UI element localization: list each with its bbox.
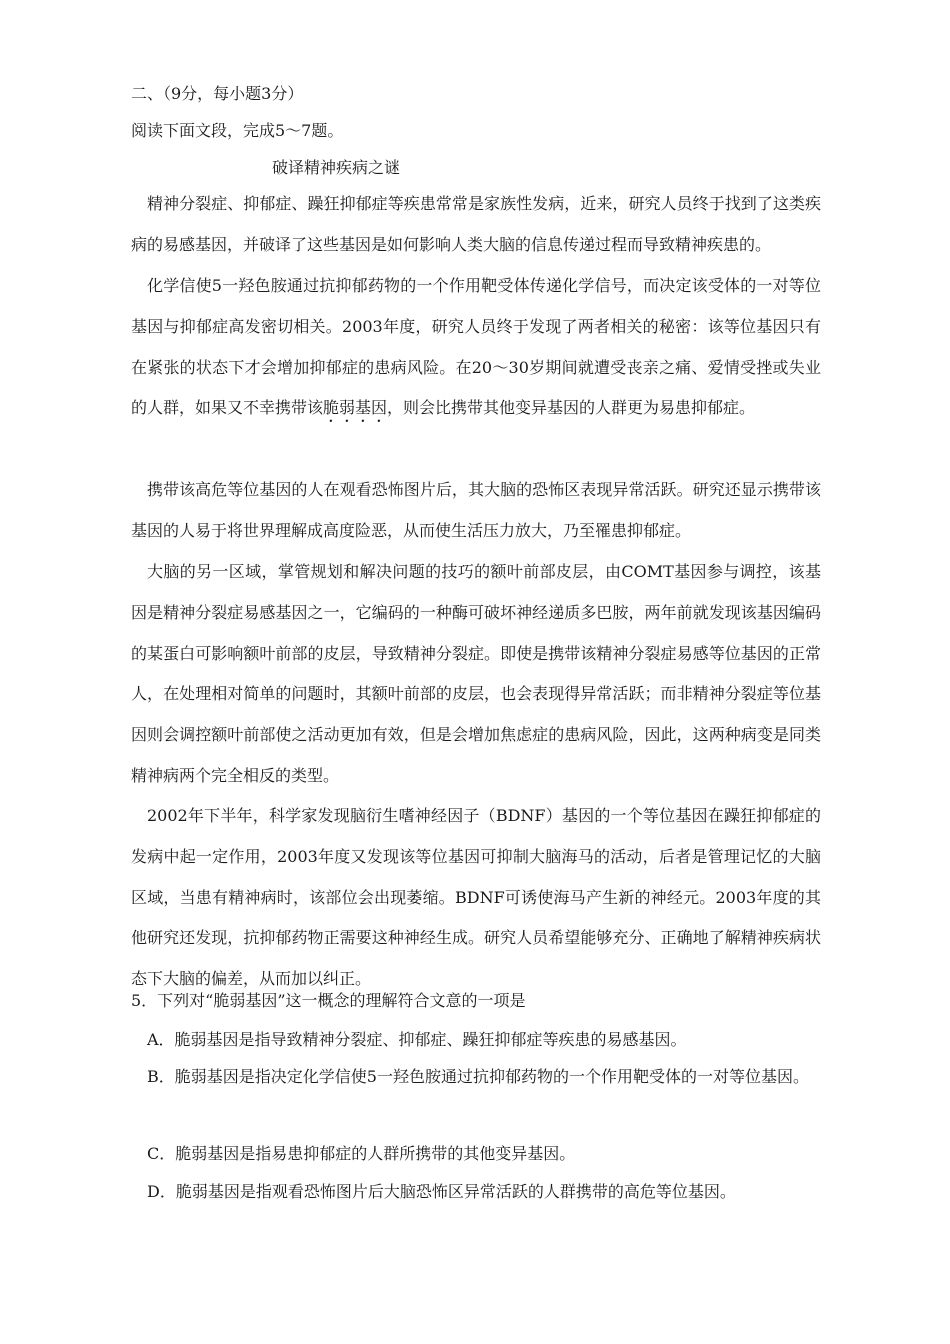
question-5-option-a: A．脆弱基因是指导致精神分裂症、抑郁症、躁狂抑郁症等疾患的易感基因。 [147,1030,687,1049]
paragraph-2-text-after: ，则会比携带其他变异基因的人群更为易患抑郁症。 [387,398,756,418]
passage-title: 破译精神疾病之谜 [272,158,401,177]
question-5-option-c: C．脆弱基因是指易患抑郁症的人群所携带的其他变异基因。 [147,1144,576,1163]
question-5-option-d: D．脆弱基因是指观看恐怖图片后大脑恐怖区异常活跃的人群携带的高危等位基因。 [147,1182,736,1201]
passage-paragraph-2 [131,266,821,429]
question-5-stem: 5．下列对“脆弱基因”这一概念的理解符合文意的一项是 [131,991,526,1010]
passage-paragraph-3: 携带该高危等位基因的人在观看恐怖图片后，其大脑的恐怖区表现异常活跃。研究还显示携带该基因的人易于将世界理解成高度险恶，从而使生活压力放大，乃至罹患抑郁症。 [131,480,821,540]
reading-instruction: 阅读下面文段，完成5～7题。 [131,121,344,140]
section-header: 二、（9分，每小题3分） [131,84,304,103]
passage-paragraph-4: 大脑的另一区域，掌管规划和解决问题的技巧的额叶前部皮层，由COMT基因参与调控，该基因是精神分裂症易感基因之一，它编码的一种酶可破坏神经递质多巴胺，两年前就发现该基因编码的某蛋白可影响额叶前部的皮层，导致精神分裂症。即使是携带该精神分裂症易感等位基因的正常人，在处理相对简单的问题时，其额叶前部的皮层，也会表现得异常活跃；而非精神分裂症等位基因则会调控额叶前部使之活动更加有效，但是会增加焦虑症的患病风险，因此，这两种病变是同类精神病两个完全相反的类型。 [131,562,821,785]
paragraph-2-text-before: 化学信使5一羟色胺通过抗抑郁药物的一个作用靶受体传递化学信号，而决定该受体的一对等位基因与抑郁症高发密切相关。2003年度，研究人员终于发现了两者相关的秘密：该等位基因只有在紧张的状态下才会增加抑郁症的患病风险。在20～30岁期间就遭受丧亲之痛、爱情受挫或失业的人群，如果又不幸携带该 [131,276,821,418]
passage-paragraph-1: 精神分裂症、抑郁症、躁狂抑郁症等疾患常常是家族性发病，近来，研究人员终于找到了这类疾病的易感基因，并破译了这些基因是如何影响人类大脑的信息传递过程而导致精神疾患的。 [131,194,821,254]
passage-paragraph-5: 2002年下半年，科学家发现脑衍生嗜神经因子（BDNF）基因的一个等位基因在躁狂抑郁症的发病中起一定作用，2003年度又发现该等位基因可抑制大脑海马的活动，后者是管理记忆的大脑区域，当患有精神病时，该部位会出现萎缩。BDNF可诱使海马产生新的神经元。2003年度的其他研究还发现，抗抑郁药物正需要这种神经生成。研究人员希望能够充分、正确地了解精神疾病状态下大脑的偏差，从而加以纠正。 [131,806,821,989]
emphasized-term-fragile-gene: 脆弱基因 [323,398,388,418]
question-5-option-b: B．脆弱基因是指决定化学信使5一羟色胺通过抗抑郁药物的一个作用靶受体的一对等位基因。 [147,1067,809,1086]
